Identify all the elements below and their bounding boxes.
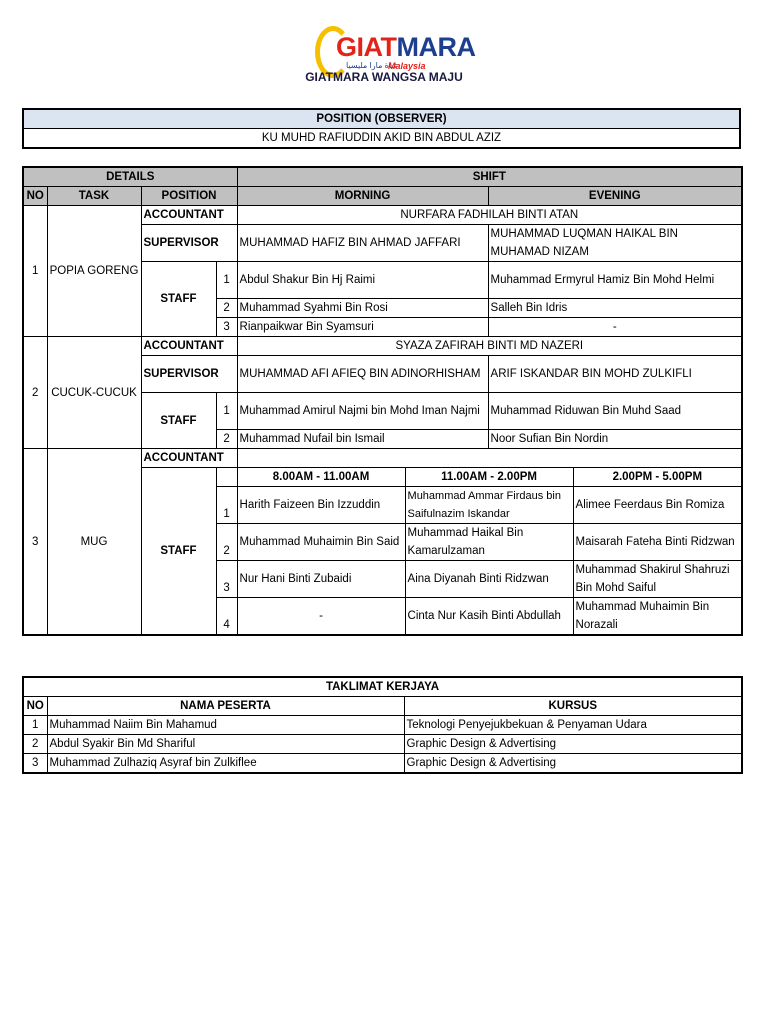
position-label: SUPERVISOR — [141, 356, 237, 393]
supervisor-evening: MUHAMMAD LUQMAN HAIKAL BIN MUHAMAD NIZAM — [488, 225, 742, 262]
details-header: DETAILS — [23, 167, 237, 187]
logo-mara: MARA — [396, 32, 476, 62]
staff-number: 2 — [216, 299, 237, 318]
staff-slot-3: Muhammad Shakirul Shahruzi Bin Mohd Saiful — [573, 561, 742, 598]
task-no: 3 — [23, 449, 47, 636]
task-name: POPIA GORENG — [47, 206, 141, 337]
position-label: STAFF — [141, 393, 216, 449]
staff-morning: Abdul Shakur Bin Hj Raimi — [237, 262, 488, 299]
staff-evening: - — [488, 318, 742, 337]
staff-evening: Noor Sufian Bin Nordin — [488, 430, 742, 449]
staff-slot-2: Aina Diyanah Binti Ridzwan — [405, 561, 573, 598]
table-row — [23, 716, 742, 735]
position-label: SUPERVISOR — [141, 225, 237, 262]
task-no: 1 — [23, 206, 47, 337]
staff-number: 2 — [216, 524, 237, 561]
row-no: 3 — [23, 754, 47, 774]
slot-header: 11.00AM - 2.00PM — [405, 468, 573, 487]
accountant-name: SYAZA ZAFIRAH BINTI MD NAZERI — [237, 337, 742, 356]
position-header: POSITION — [141, 187, 237, 206]
staff-slot-3: Muhammad Muhaimin Bin Norazali — [573, 598, 742, 636]
supervisor-morning: MUHAMMAD AFI AFIEQ BIN ADINORHISHAM — [237, 356, 488, 393]
staff-slot-3: Alimee Feerdaus Bin Romiza — [573, 487, 742, 524]
task-name: CUCUK-CUCUK — [47, 337, 141, 449]
staff-number: 4 — [216, 598, 237, 636]
observer-title: POSITION (OBSERVER) — [23, 109, 740, 129]
staff-number: 3 — [216, 318, 237, 337]
logo-arabic: غياة مارا مليسيا — [346, 61, 398, 70]
supervisor-morning: MUHAMMAD HAFIZ BIN AHMAD JAFFARI — [237, 225, 488, 262]
staff-number: 2 — [216, 430, 237, 449]
table-row — [23, 337, 742, 356]
staff-evening: Salleh Bin Idris — [488, 299, 742, 318]
row-no: 1 — [23, 716, 47, 735]
logo — [336, 32, 476, 62]
staff-number: 3 — [216, 561, 237, 598]
staff-number: 1 — [216, 393, 237, 430]
supervisor-evening: ARIF ISKANDAR BIN MOHD ZULKIFLI — [488, 356, 742, 393]
logo-giat: GIAT — [336, 32, 397, 62]
position-label: ACCOUNTANT — [141, 206, 237, 225]
staff-slot-2: Muhammad Haikal Bin Kamarulzaman — [405, 524, 573, 561]
task-header: TASK — [47, 187, 141, 206]
course-header: KURSUS — [404, 697, 742, 716]
morning-header: MORNING — [237, 187, 488, 206]
staff-slot-1: Nur Hani Binti Zubaidi — [237, 561, 405, 598]
taklimat-title: TAKLIMAT KERJAYA — [23, 677, 742, 697]
staff-slot-2: Cinta Nur Kasih Binti Abdullah — [405, 598, 573, 636]
table-row — [23, 449, 742, 468]
slot-header: 8.00AM - 11.00AM — [237, 468, 405, 487]
header — [0, 22, 768, 92]
table-row — [23, 735, 742, 754]
staff-morning: Muhammad Nufail bin Ismail — [237, 430, 488, 449]
taklimat-table — [22, 676, 743, 774]
observer-name: KU MUHD RAFIUDDIN AKID BIN ABDUL AZIZ — [23, 129, 740, 149]
course-name: Graphic Design & Advertising — [404, 754, 742, 774]
logo-subtitle: Malaysia — [388, 61, 426, 71]
accountant-name: NURFARA FADHILAH BINTI ATAN — [237, 206, 742, 225]
name-header: NAMA PESERTA — [47, 697, 404, 716]
staff-evening: Muhammad Riduwan Bin Muhd Saad — [488, 393, 742, 430]
staff-slot-1: - — [237, 598, 405, 636]
row-no: 2 — [23, 735, 47, 754]
observer-table — [22, 108, 741, 149]
no-header: NO — [23, 187, 47, 206]
participant-name: Muhammad Zulhaziq Asyraf bin Zulkiflee — [47, 754, 404, 774]
staff-slot-2: Muhammad Ammar Firdaus bin Saifulnazim Iskandar — [405, 487, 573, 524]
staff-evening: Muhammad Ermyrul Hamiz Bin Mohd Helmi — [488, 262, 742, 299]
blank-cell — [216, 468, 237, 487]
staff-morning: Rianpaikwar Bin Syamsuri — [237, 318, 488, 337]
participant-name: Abdul Syakir Bin Md Shariful — [47, 735, 404, 754]
staff-slot-1: Muhammad Muhaimin Bin Said — [237, 524, 405, 561]
participant-name: Muhammad Naiim Bin Mahamud — [47, 716, 404, 735]
staff-number: 1 — [216, 487, 237, 524]
course-name: Graphic Design & Advertising — [404, 735, 742, 754]
accountant-name — [237, 449, 742, 468]
staff-slot-1: Harith Faizeen Bin Izzuddin — [237, 487, 405, 524]
schedule-table — [22, 166, 743, 636]
task-no: 2 — [23, 337, 47, 449]
position-label: STAFF — [141, 262, 216, 337]
table-row — [23, 754, 742, 774]
course-name: Teknologi Penyejukbekuan & Penyaman Udara — [404, 716, 742, 735]
slot-header: 2.00PM - 5.00PM — [573, 468, 742, 487]
no-header: NO — [23, 697, 47, 716]
position-label: ACCOUNTANT — [141, 337, 237, 356]
organization-name: GIATMARA WANGSA MAJU — [305, 70, 463, 84]
position-label: STAFF — [141, 468, 216, 636]
evening-header: EVENING — [488, 187, 742, 206]
staff-slot-3: Maisarah Fateha Binti Ridzwan — [573, 524, 742, 561]
staff-morning: Muhammad Amirul Najmi bin Mohd Iman Najmi — [237, 393, 488, 430]
staff-number: 1 — [216, 262, 237, 299]
table-row — [23, 206, 742, 225]
task-name: MUG — [47, 449, 141, 636]
position-label: ACCOUNTANT — [141, 449, 237, 468]
shift-header: SHIFT — [237, 167, 742, 187]
staff-morning: Muhammad Syahmi Bin Rosi — [237, 299, 488, 318]
